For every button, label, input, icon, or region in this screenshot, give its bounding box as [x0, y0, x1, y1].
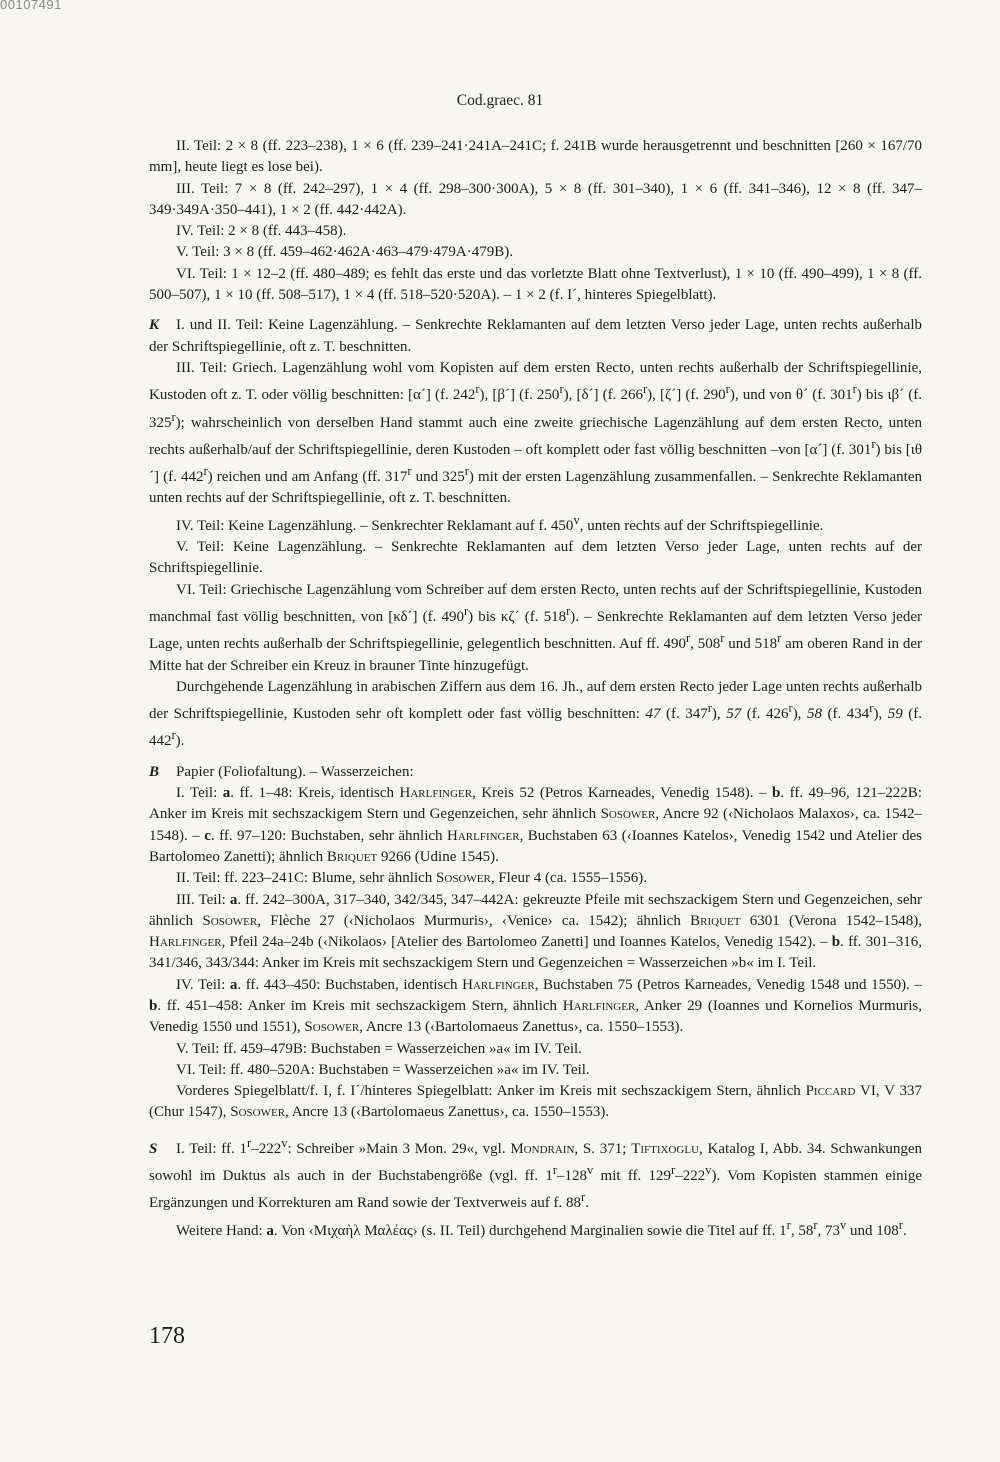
paragraph: VI. Teil: 1 × 12–2 (ff. 480–489; es fehlt das erste und das vorletzte Blatt ohne Textverlust), 1 × 10 (ff. 490–499), 1 × 8 (ff. 500–507), 1 × 10 (ff. 508–517), 1 × 4 (ff. 518–520·520A). – 1 × 2 (f. I´, hinteres Spiegelblatt). [149, 265, 922, 304]
running-head: Cod.graec. 81 [456, 92, 544, 109]
paragraph: V. Teil: Keine Lagenzählung. – Senkrechte Reklamanten auf dem letzten Verso jeder Lage, unten rechts auf der Schriftspiegellinie. [149, 539, 922, 577]
section-paragraph: K I. und II. Teil: Keine Lagenzählung. – Senkrechte Reklamanten auf dem letzten Verso jeder Lage, unten rechts außerhalb der Schriftspiegellinie, oft z. T. beschnitten. [149, 317, 922, 355]
page-number: 178 [149, 1323, 185, 1349]
section-paragraph: S I. Teil: ff. 1$^r$–222$^v$: Schreiber »Main 3 Mon. 29«, vgl. Mondrain, S. 371; Tiftixoglu, Katalog I, Abb. 34. Schwankungen sowohl im Duktus als auch in der Buchstabengröße (vgl. ff. 1$^r$–128$^v$ mit ff. 129$^r$–222$^v$). Vom Kopisten stammen einige Ergänzungen und Korrekturen am Rand sowie der Textverweis auf f. 88$^r$. [149, 1135, 922, 1212]
paragraph: V. Teil: ff. 459–479B: Buchstaben = Wasserzeichen »a« im IV. Teil. [176, 1040, 582, 1057]
paragraph: IV. Teil: Keine Lagenzählung. – Senkrechter Reklamant auf f. 450$^v$, unten rechts auf der Schriftspiegellinie. [176, 512, 824, 534]
page-content [149, 136, 922, 1242]
paragraph: Durchgehende Lagenzählung in arabischen Ziffern aus dem 16. Jh., auf dem ersten Recto jeder Lage unten rechts außerhalb der Schriftspiegellinie, Kustoden sehr oft komplett oder fast völlig beschnitten: 47 (f. 347$^r$), 57 (f. 426$^r$), 58 (f. 434$^r$), 59 (f. 442$^r$). [149, 678, 923, 750]
section-siglum: K [149, 317, 160, 334]
paragraph: II. Teil: ff. 223–241C: Blume, sehr ähnlich Sosower, Fleur 4 (ca. 1555–1556). [176, 870, 648, 887]
scan-id: 00107491 [0, 0, 62, 12]
paragraph: V. Teil: 3 × 8 (ff. 459–462·462A·463–479·479A·479B). [176, 244, 513, 261]
paragraph: Vorderes Spiegelblatt/f. I, f. I´/hinteres Spiegelblatt: Anker im Kreis mit sechszackigem Stern, ähnlich Piccard VI, V 337 (Chur 1547), Sosower, Ancre 13 (‹Bartolomaeus Zanettus›, ca. 1550–1553). [149, 1083, 922, 1121]
paragraph: IV. Teil: a. ff. 443–450: Buchstaben, identisch Harlfinger, Buchstaben 75 (Petros Karneades, Venedig 1548 und 1550). – b. ff. 451–458: Anker im Kreis mit sechszackigem Stern, ähnlich Harlfinger, Anker 29 (Ioannes und Kornelios Murmuris, Venedig 1550 und 1551), Sosower, Ancre 13 (‹Bartolomaeus Zanettus›, ca. 1550–1553). [149, 976, 923, 1036]
paragraph: III. Teil: a. ff. 242–300A, 317–340, 342/345, 347–442A: gekreuzte Pfeile mit sechszackigem Stern und Gegenzeichen, sehr ähnlich Sosower, Flèche 27 (‹Nicholaos Murmuris›, ‹Venice› ca. 1542); ähnlich Briquet 6301 (Verona 1542–1548), Harlfinger, Pfeil 24a–24b (‹Nikolaos› [Atelier des Bartolomeo Zanetti] und Ioannes Katelos, Venedig 1542). – b. ff. 301–316, 341/346, 343/344: Anker im Kreis mit sechszackigem Stern und Gegenzeichen = Wasserzeichen »b« im I. Teil. [149, 891, 922, 972]
section-siglum: B [149, 763, 160, 780]
paragraph: II. Teil: 2 × 8 (ff. 223–238), 1 × 6 (ff. 239–241·241A–241C; f. 241B wurde herausgetrennt und beschnitten [260 × 167/70 mm], heute liegt es lose bei). [149, 138, 922, 176]
paragraph: IV. Teil: 2 × 8 (ff. 443–458). [176, 223, 347, 240]
paragraph: VI. Teil: Griechische Lagenzählung vom Schreiber auf dem ersten Recto, unten rechts auf der Schriftspiegellinie, Kustoden manchmal fast völlig beschnitten, von [κδ´] (f. 490$^r$) bis κζ´ (f. 518$^r$). – Senkrechte Reklamanten auf dem letzten Verso jeder Lage, unten rechts außerhalb der Schriftspiegellinie, gelegentlich beschnitten. Auf ff. 490$^r$, 508$^r$ und 518$^r$ am oberen Rand in der Mitte hat der Schreiber ein Kreuz in brauner Tinte hinzugefügt. [149, 581, 923, 674]
section-paragraph: B Papier (Foliofaltung). – Wasserzeichen: [149, 762, 922, 783]
paragraph: III. Teil: Griech. Lagenzählung wohl vom Kopisten auf dem ersten Recto, unten rechts außerhalb der Schriftspiegellinie, Kustoden oft z. T. oder völlig beschnitten: [α´] (f. 242$^r$), [β´] (f. 250$^r$), [δ´] (f. 266$^r$), [ζ´] (f. 290$^r$), und von θ´ (f. 301$^r$) bis ιβ´ (f. 325$^r$); wahrscheinlich von derselben Hand stammt auch eine zweite griechische Lagenzählung auf dem ersten Recto, unten rechts außerhalb/auf der Schriftspiegellinie, deren Kustoden – oft komplett oder fast völlig beschnitten –von [α´] (f. 301$^r$) bis [ιθ´] (f. 442$^r$) reichen und am Anfang (ff. 317$^r$ und 325$^r$) mit der ersten Lagenzählung zusammenfallen. – Senkrechte Reklamanten unten rechts auf der Schriftspiegellinie, oft z. T. beschnitten. [149, 359, 923, 507]
paragraph: VI. Teil: ff. 480–520A: Buchstaben = Wasserzeichen »a« im IV. Teil. [176, 1061, 590, 1078]
paragraph: I. Teil: a. ff. 1–48: Kreis, identisch Harlfinger, Kreis 52 (Petros Karneades, Venedig 1548). – b. ff. 49–96, 121–222B: Anker im Kreis mit sechszackigem Stern und Gegenzeichen, sehr ähnlich Sosower, Ancre 92 (‹Nicholaos Malaxos›, ca. 1542–1548). – c. ff. 97–120: Buchstaben, sehr ähnlich Harlfinger, Buchstaben 63 (‹Ioannes Katelos›, Venedig 1542 und Atelier des Bartolomeo Zanetti); ähnlich Briquet 9266 (Udine 1545). [149, 785, 922, 865]
paragraph: Weitere Hand: a. Von ‹Μιχαὴλ Μαλέας› (s. II. Teil) durchgehend Marginalien sowie die Titel auf ff. 1$^r$, 58$^r$, 73$^v$ und 108$^r$. [176, 1217, 907, 1239]
section-siglum: S [149, 1140, 158, 1157]
paragraph: III. Teil: 7 × 8 (ff. 242–297), 1 × 4 (ff. 298–300·300A), 5 × 8 (ff. 301–340), 1 × 6 (ff. 341–346), 12 × 8 (ff. 347–349·349A·350–441), 1 × 2 (ff. 442·442A). [149, 180, 922, 218]
